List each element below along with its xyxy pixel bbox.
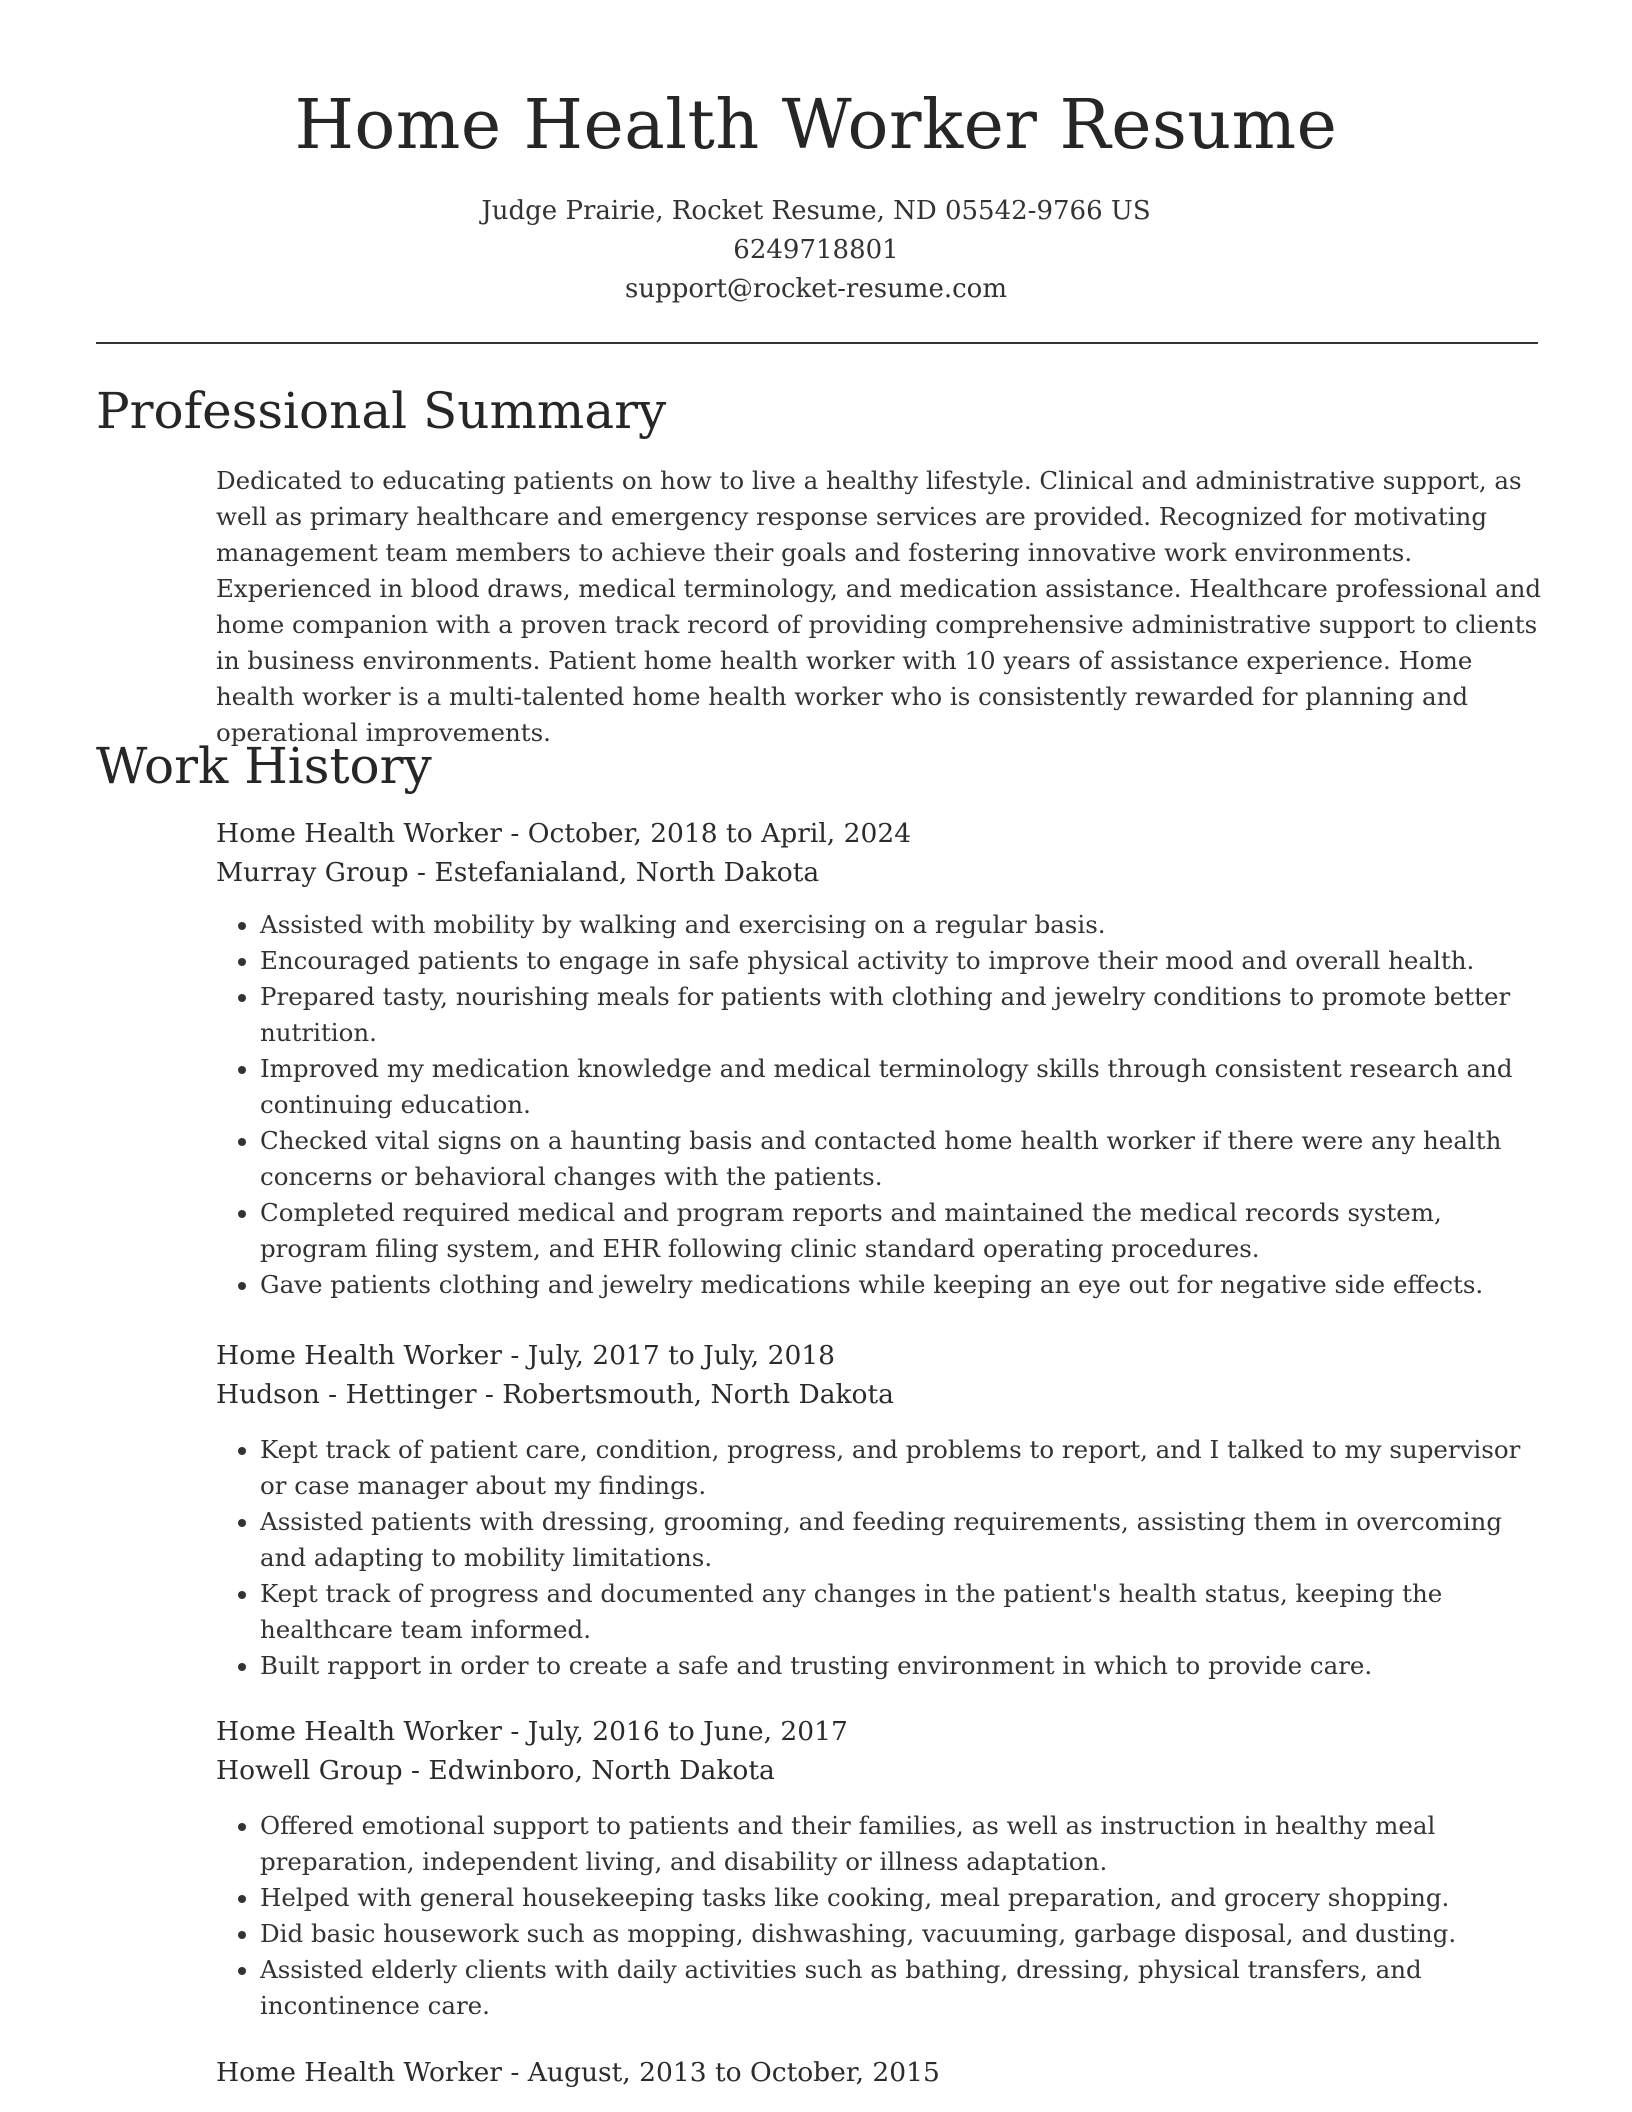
list-item: • Kept track of progress and documented any changes in the patient's health status, keeping the healthcare team informed.: [260, 1576, 1546, 1648]
job-bullets: [216, 1432, 1546, 1684]
job-bullets: [216, 907, 1546, 1303]
contact-phone: 6249718801: [733, 235, 899, 265]
list-item: • Did basic housework such as mopping, dishwashing, vacuuming, garbage disposal, and dusting.: [260, 1916, 1546, 1952]
list-item: • Kept track of patient care, condition, progress, and problems to report, and I talked to my supervisor or case manager about my findings.: [260, 1432, 1546, 1504]
header-divider: [96, 342, 1538, 344]
job-title-line: Home Health Worker - August, 2013 to October, 2015: [216, 2057, 940, 2088]
job-header: [216, 814, 1546, 892]
list-item: • Completed required medical and program reports and maintained the medical records system, program filing system, and EHR following clinic standard operating procedures.: [260, 1195, 1546, 1267]
contact-email: support@rocket-resume.com: [624, 274, 1007, 304]
list-item: • Built rapport in order to create a safe and trusting environment in which to provide care.: [260, 1648, 1546, 1684]
job-header: [216, 2053, 1546, 2092]
list-item: • Assisted elderly clients with daily activities such as bathing, dressing, physical transfers, and incontinence care.: [260, 1952, 1546, 2024]
job-title-line: Home Health Worker - July, 2017 to July, 2018: [216, 1340, 836, 1371]
job-company-line: Murray Group - Estefanialand, North Dakota: [216, 857, 820, 888]
job-company-line: Hudson - Hettinger - Robertsmouth, North Dakota: [216, 1379, 894, 1410]
list-item: • Encouraged patients to engage in safe physical activity to improve their mood and overall health.: [260, 943, 1546, 979]
job-company-line: Howell Group - Edwinboro, North Dakota: [216, 1755, 775, 1786]
list-item: • Improved my medication knowledge and medical terminology skills through consistent research and continuing education.: [260, 1051, 1546, 1123]
list-item: • Assisted with mobility by walking and exercising on a regular basis.: [260, 907, 1546, 943]
contact-address: Judge Prairie, Rocket Resume, ND 05542-9766 US: [481, 196, 1151, 226]
list-item: • Helped with general housekeeping tasks like cooking, meal preparation, and grocery shopping.: [260, 1880, 1546, 1916]
list-item: • Gave patients clothing and jewelry medications while keeping an eye out for negative side effects.: [260, 1267, 1546, 1303]
list-item: • Checked vital signs on a haunting basis and contacted home health worker if there were any health concerns or behavioral changes with the patients.: [260, 1123, 1546, 1195]
work-history-heading: Work History: [96, 737, 432, 795]
job-header: [216, 1712, 1546, 1790]
job-header: [216, 1336, 1546, 1414]
contact-block: [0, 192, 1632, 309]
job-title-line: Home Health Worker - October, 2018 to April, 2024: [216, 818, 912, 849]
summary-text: Dedicated to educating patients on how to live a healthy lifestyle. Clinical and administrative support, as well as primary healthcare and emergency response services are provided. Recognized for motivating management team members to achieve their goals and fostering innovative work environments. Experienced in blood draws, medical terminology, and medication assistance. Healthcare professional and home companion with a proven track record of providing comprehensive administrative support to clients in business environments. Patient home health worker with 10 years of assistance experience. Home health worker is a multi-talented home health worker who is consistently rewarded for planning and operational improvements.: [216, 466, 1542, 747]
job-title-line: Home Health Worker - July, 2016 to June, 2017: [216, 1716, 848, 1747]
list-item: • Offered emotional support to patients and their families, as well as instruction in healthy meal preparation, independent living, and disability or illness adaptation.: [260, 1808, 1546, 1880]
summary-heading: Professional Summary: [96, 382, 667, 440]
list-item: • Assisted patients with dressing, grooming, and feeding requirements, assisting them in overcoming and adapting to mobility limitations.: [260, 1504, 1546, 1576]
job-bullets: [216, 1808, 1546, 2024]
resume-title: Home Health Worker Resume: [294, 86, 1338, 165]
list-item: • Prepared tasty, nourishing meals for patients with clothing and jewelry conditions to promote better nutrition.: [260, 979, 1546, 1051]
